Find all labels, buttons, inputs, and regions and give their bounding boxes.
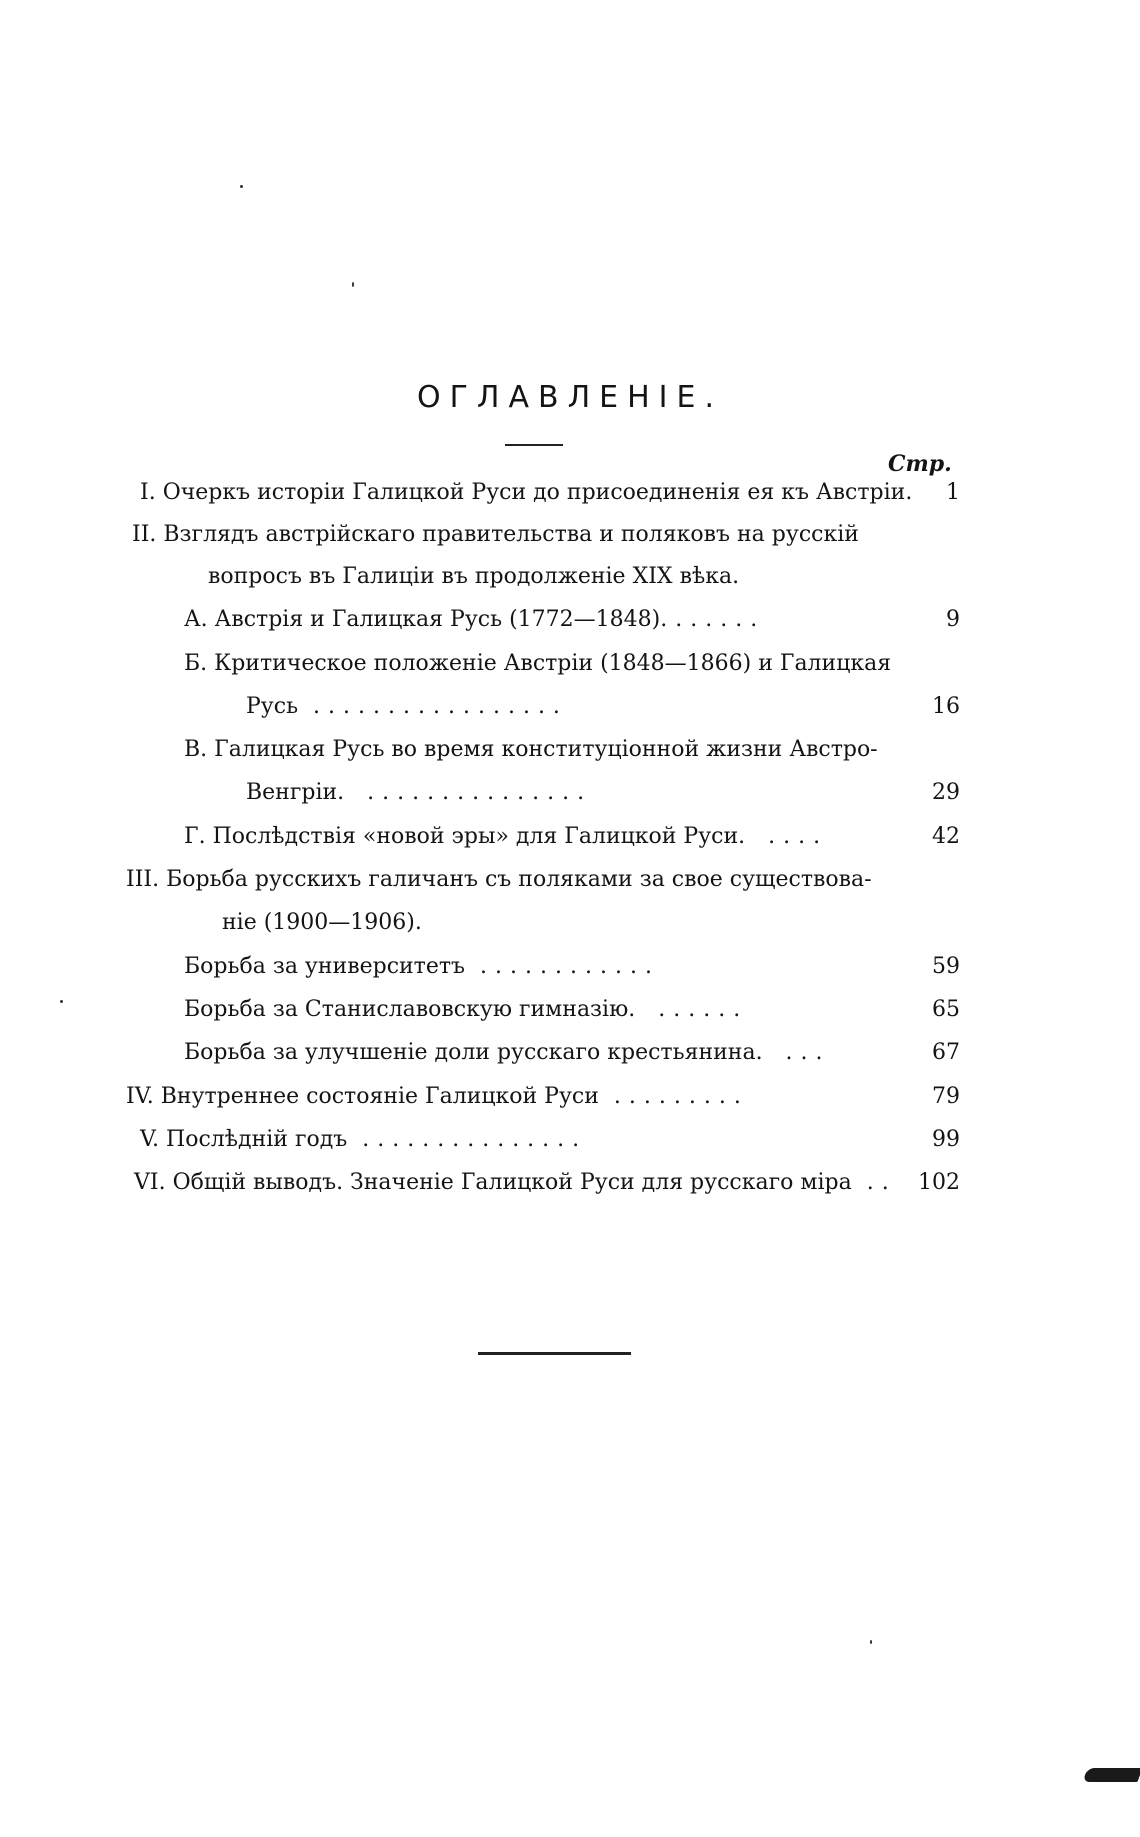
toc-entry-page: 29 (932, 780, 960, 805)
toc-entry-3b (184, 997, 748, 1023)
toc-entry-2 (132, 522, 859, 548)
toc-entry-title-cont: Русь (246, 694, 299, 719)
toc-entry-page: 99 (932, 1127, 960, 1152)
toc-entry-2a (184, 607, 765, 633)
toc-entry-3a (184, 954, 660, 980)
closing-rule (478, 1352, 631, 1355)
toc-entry-title-cont: Венгріи (246, 780, 338, 805)
toc-entry-number: VI. (134, 1170, 166, 1195)
toc-entry-page: 65 (932, 997, 960, 1022)
toc-entry-number: Г. (184, 824, 206, 849)
leader-dots: . ... (755, 1040, 831, 1065)
leader-dots: ....... (660, 607, 766, 632)
toc-entry-number: Б. (184, 651, 208, 676)
toc-entry-title: Борьба русскихъ галичанъ съ поляками за свое существова- (166, 867, 872, 892)
scan-speck (60, 1000, 63, 1003)
toc-entry-title-cont: ніе (1900—1906). (222, 910, 422, 935)
toc-entry-3-continuation (222, 910, 422, 936)
toc-entry-number: В. (184, 737, 208, 762)
toc-entry-4 (126, 1084, 749, 1110)
toc-entry-title: Внутреннее состояніе Галицкой Руси (160, 1084, 599, 1109)
toc-entry-page: 1 (946, 480, 960, 505)
toc-entry-title: Послѣдній годъ (166, 1127, 348, 1152)
toc-entry-page: 9 (946, 607, 960, 632)
toc-entry-number: II. (132, 522, 157, 547)
toc-entry-page: 42 (932, 824, 960, 849)
leader-dots: ............ (465, 954, 660, 979)
toc-entry-title: Австрія и Галицкая Русь (1772—1848) (214, 607, 661, 632)
page-column-header: Стр. (888, 451, 952, 477)
page-title: ОГЛАВЛЕНІЕ. (417, 380, 723, 415)
toc-entry-2c (184, 737, 878, 763)
toc-entry-page: 79 (932, 1084, 960, 1109)
toc-entry-title: Общій выводъ. Значеніе Галицкой Руси для русскаго міра (172, 1170, 852, 1195)
leader-dots: . .... (738, 824, 829, 849)
toc-entry-title: Критическое положеніе Австріи (1848—1866) и Галицкая (214, 651, 892, 676)
toc-entry-3 (126, 867, 872, 893)
leader-dots: . ............... (337, 780, 593, 805)
toc-entry-5 (140, 1127, 587, 1153)
leader-dots: . ...... (628, 997, 749, 1022)
page-edge-mark (1082, 1768, 1140, 1782)
toc-entry-number: А. (184, 607, 208, 632)
toc-entry-2-continuation (208, 564, 739, 590)
toc-entry-title: Борьба за университетъ (184, 954, 466, 979)
scan-speck (352, 282, 354, 287)
toc-entry-title: Очеркъ исторіи Галицкой Руси до присоединенія ея къ Австріи. (162, 480, 913, 505)
toc-entry-title: Борьба за Станиславовскую гимназію (184, 997, 629, 1022)
toc-entry-2b (184, 651, 891, 677)
toc-entry-6 (134, 1170, 897, 1196)
toc-entry-page: 16 (932, 694, 960, 719)
toc-entry-page: 59 (932, 954, 960, 979)
toc-entry-title: Послѣдствія «новой эры» для Галицкой Руси (212, 824, 739, 849)
scan-speck (240, 185, 243, 188)
leader-dots: .. (851, 1170, 897, 1195)
scan-speck (870, 1640, 872, 1644)
toc-entry-title-cont: вопросъ въ Галиціи въ продолженіе XIX вѣка. (208, 564, 740, 589)
toc-entry-number: IV. (126, 1084, 154, 1109)
toc-entry-title: Борьба за улучшеніе доли русскаго крестьянина (184, 1040, 756, 1065)
toc-entry-title: Галицкая Русь во время конституціонной жизни Австро- (214, 737, 878, 762)
toc-entry-page: 102 (918, 1170, 960, 1195)
toc-entry-number: III. (126, 867, 160, 892)
toc-entry-2c-continuation (246, 780, 592, 806)
toc-entry-3c (184, 1040, 831, 1066)
toc-entry-number: V. (140, 1127, 160, 1152)
toc-entry-page: 67 (932, 1040, 960, 1065)
leader-dots: ................. (298, 694, 568, 719)
toc-entry-2b-continuation (246, 694, 568, 720)
toc-entry-number: I. (140, 480, 156, 505)
leader-dots: ............... (347, 1127, 588, 1152)
toc-entry-2d (184, 824, 828, 850)
toc-entry-1 (140, 480, 912, 506)
toc-entry-title: Взглядъ австрійскаго правительства и поляковъ на русскій (163, 522, 859, 547)
leader-dots: ......... (598, 1084, 749, 1109)
